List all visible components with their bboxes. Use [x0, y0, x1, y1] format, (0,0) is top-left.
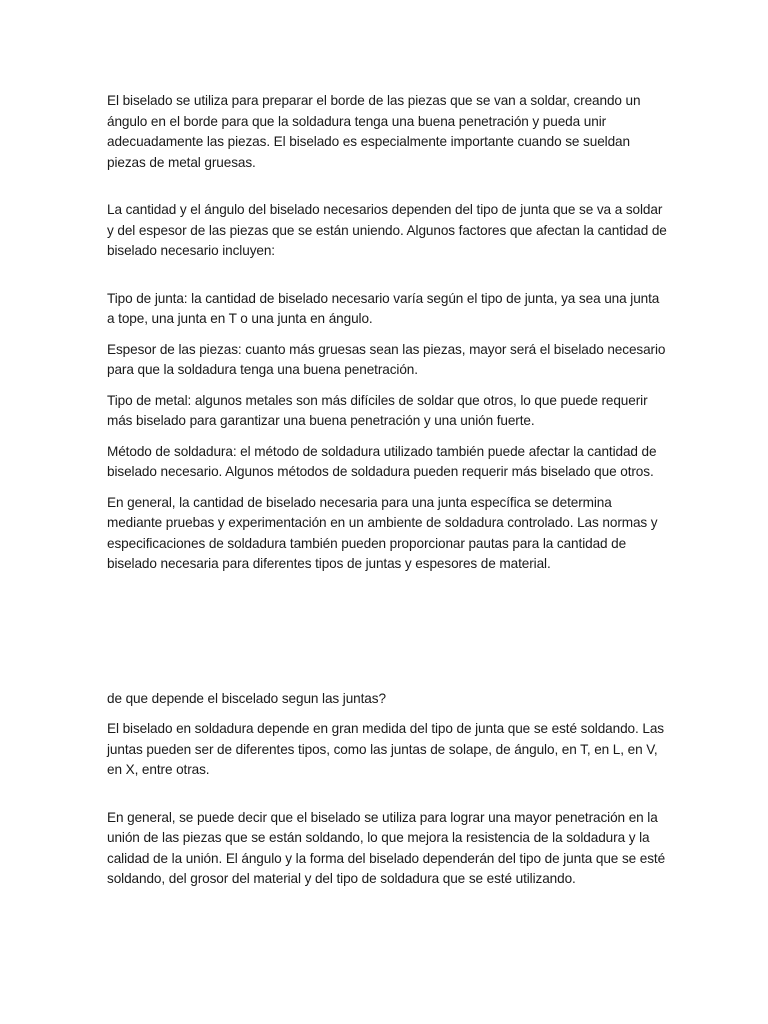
spacer	[107, 262, 667, 289]
paragraph-question: de que depende el biscelado segun las juntas?	[107, 690, 386, 706]
paragraph-intro: El biselado se utiliza para preparar el borde de las piezas que se van a soldar, creando un ángulo en el borde para que la soldadura tenga una buena penetración y pueda unir adecuadamente las piezas. El biselado es especialmente importante cuando se sueldan piezas de metal gruesas.	[107, 93, 641, 170]
spacer	[107, 575, 667, 689]
spacer	[107, 709, 667, 719]
spacer	[107, 173, 667, 200]
spacer	[107, 330, 667, 340]
paragraph-metal-type: Tipo de metal: algunos metales son más difíciles de soldar que otros, lo que puede requerir más biselado para garantizar una buena penetración y una unión fuerte.	[107, 392, 648, 428]
spacer	[107, 432, 667, 442]
paragraph-thickness: Espesor de las piezas: cuanto más gruesas sean las piezas, mayor será el biselado necesario para que la soldadura tenga una buena penetración.	[107, 341, 666, 377]
spacer	[107, 381, 667, 391]
spacer	[107, 781, 667, 808]
spacer	[107, 483, 667, 493]
paragraph-answer: El biselado en soldadura depende en gran medida del tipo de junta que se esté soldando. Las juntas pueden ser de diferentes tipos, como las juntas de solape, de ángulo, en T, en L, en V, en X, entre otras.	[107, 721, 664, 777]
paragraph-general-1: En general, la cantidad de biselado necesaria para una junta específica se determina mediante pruebas y experimentación en un ambiente de soldadura controlado. Las normas y especificaciones de soldadura también pueden proporcionar pautas para la cantidad de biselado necesaria para diferentes tipos de juntas y espesores de material.	[107, 494, 658, 571]
paragraph-factors-intro: La cantidad y el ángulo del biselado necesarios dependen del tipo de junta que se va a soldar y del espesor de las piezas que se están uniendo. Algunos factores que afectan la cantidad de biselado necesario incluyen:	[107, 202, 667, 258]
paragraph-welding-method: Método de soldadura: el método de soldadura utilizado también puede afectar la cantidad de biselado necesario. Algunos métodos de soldadura pueden requerir más biselado que otros.	[107, 443, 657, 479]
document-body	[107, 91, 667, 890]
paragraph-joint-type: Tipo de junta: la cantidad de biselado necesario varía según el tipo de junta, ya sea una junta a tope, una junta en T o una junta en ángulo.	[107, 290, 660, 326]
paragraph-general-2: En general, se puede decir que el biselado se utiliza para lograr una mayor penetración en la unión de las piezas que se están soldando, lo que mejora la resistencia de la soldadura y la calidad de la unión. El ángulo y la forma del biselado dependerán del tipo de junta que se esté soldando, del grosor del material y del tipo de soldadura que se esté utilizando.	[107, 809, 666, 886]
